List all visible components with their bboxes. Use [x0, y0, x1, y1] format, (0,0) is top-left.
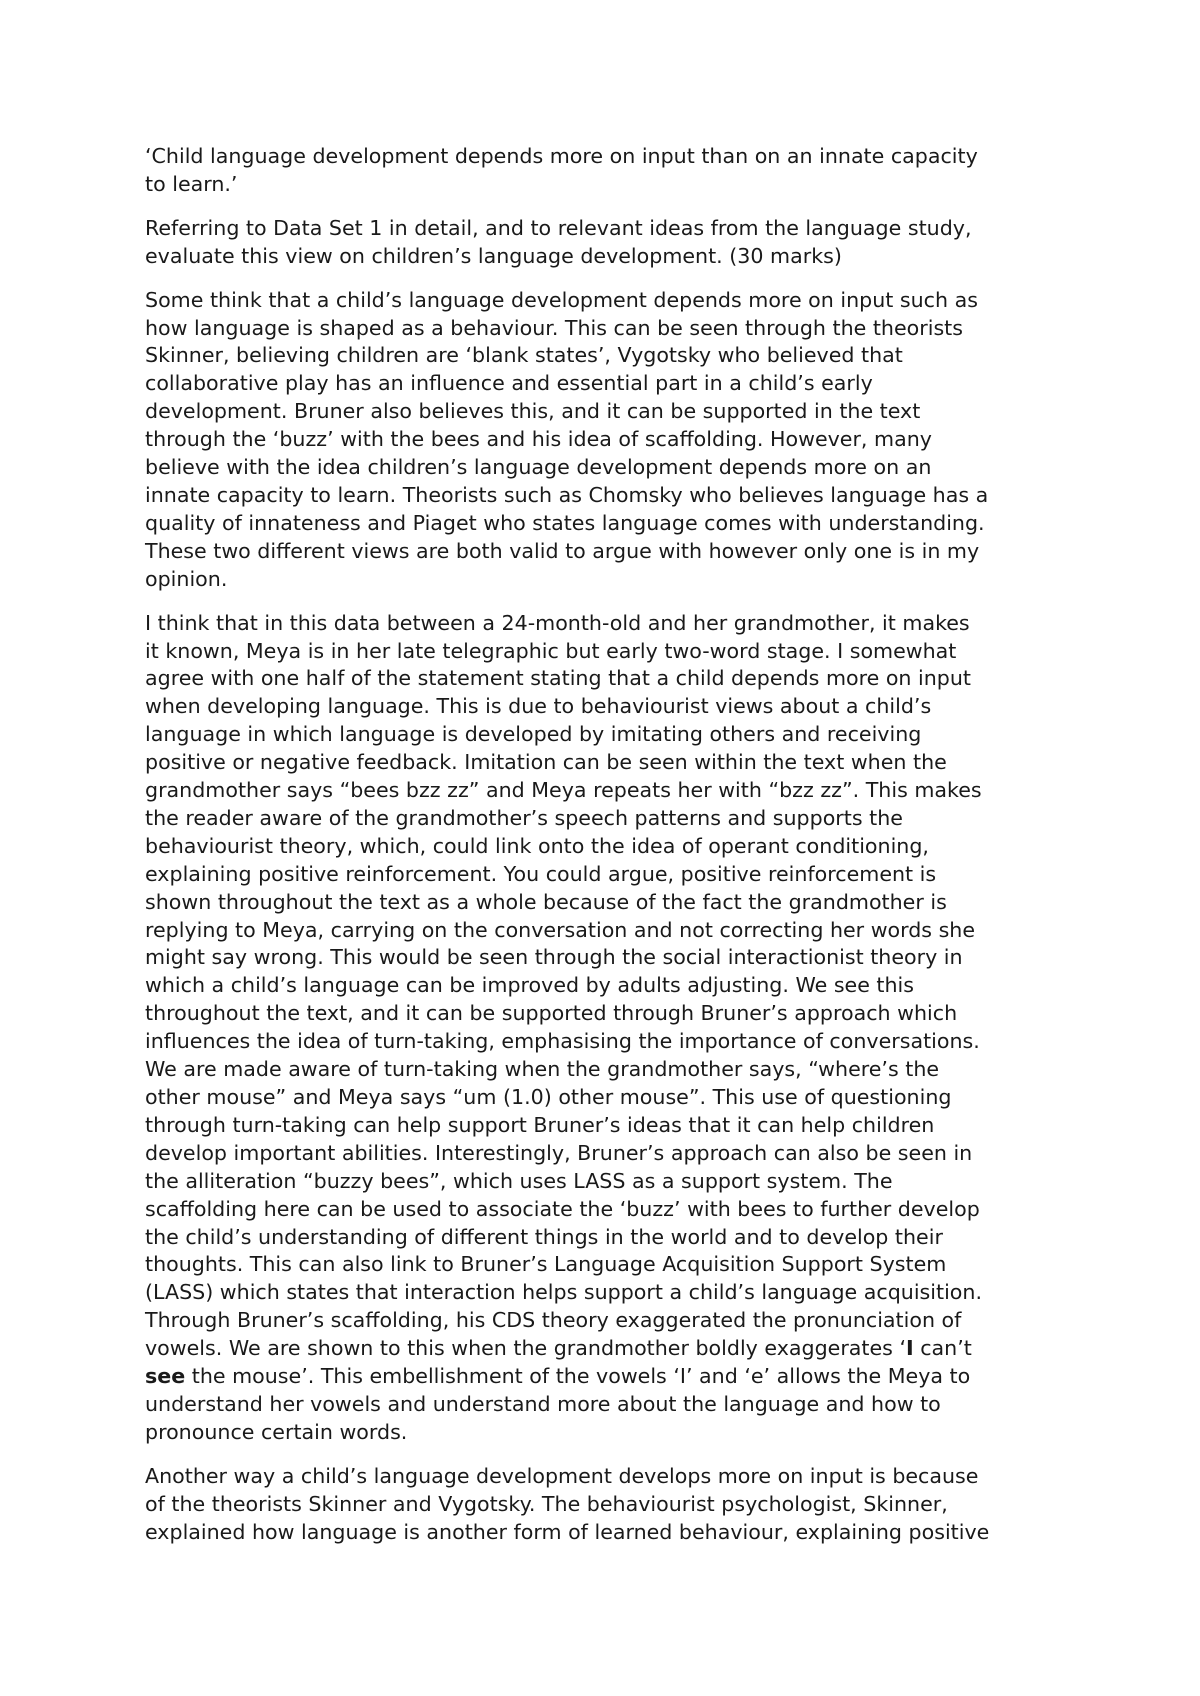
text-line: (LASS) which states that interaction helps support a child’s language acquisition.	[145, 1280, 983, 1305]
text-line: These two different views are both valid to argue with however only one is in my	[145, 538, 980, 563]
bold-emphasis: I	[906, 1336, 914, 1361]
text-line: when developing language. This is due to behaviourist views about a child’s	[145, 694, 932, 719]
text-line: other mouse” and Meya says “um (1.0) other mouse”. This use of questioning	[145, 1085, 952, 1109]
document-page	[145, 143, 1065, 1563]
text-line: quality of innateness and Piaget who states language comes with understanding.	[145, 510, 985, 535]
text-line: collaborative play has an influence and essential part in a child’s early	[145, 371, 873, 396]
text-line: through turn-taking can help support Bruner’s ideas that it can help children	[145, 1112, 935, 1137]
text-line: to learn.’	[145, 171, 238, 196]
text-line: Skinner, believing children are ‘blank states’, Vygotsky who believed that	[145, 343, 903, 368]
text-line: opinion.	[145, 566, 228, 591]
text-line: behaviourist theory, which, could link onto the idea of operant conditioning,	[145, 833, 929, 858]
text-line: the alliteration “buzzy bees”, which uses LASS as a support system. The	[145, 1168, 893, 1193]
bold-emphasis: see	[145, 1364, 186, 1389]
text-line: Referring to Data Set 1 in detail, and to relevant ideas from the language study,	[145, 215, 972, 240]
text-line: might say wrong. This would be seen through the social interactionist theory in	[145, 945, 963, 970]
text-line-with-bold	[145, 1363, 1065, 1391]
text-line: evaluate this view on children’s language development. (30 marks)	[145, 243, 842, 268]
text-line: of the theorists Skinner and Vygotsky. The behaviourist psychologist, Skinner,	[145, 1491, 948, 1516]
text-line: shown throughout the text as a whole because of the fact the grandmother is	[145, 889, 947, 914]
text-line: scaffolding here can be used to associate the ‘buzz’ with bees to further develop	[145, 1196, 980, 1221]
text-line: language in which language is developed by imitating others and receiving	[145, 722, 922, 747]
text-line: grandmother says “bees bzz zz” and Meya repeats her with “bzz zz”. This makes	[145, 778, 982, 803]
text-line: development. Bruner also believes this, and it can be supported in the text	[145, 399, 921, 424]
text-line: pronounce certain words.	[145, 1419, 408, 1444]
text-line: I think that in this data between a 24-month-old and her grandmother, it makes	[145, 610, 970, 635]
essay-title-quote	[145, 143, 1065, 199]
text-fragment: can’t	[913, 1336, 972, 1361]
text-line: We are made aware of turn-taking when the grandmother says, “where’s the	[145, 1057, 940, 1082]
text-line: the child’s understanding of different things in the world and to develop their	[145, 1224, 943, 1249]
text-line: which a child’s language can be improved by adults adjusting. We see this	[145, 973, 915, 998]
text-line: replying to Meya, carrying on the conversation and not correcting her words she	[145, 917, 976, 942]
text-line: positive or negative feedback. Imitation can be seen within the text when the	[145, 750, 947, 775]
text-line: it known, Meya is in her late telegraphic but early two-word stage. I somewhat	[145, 638, 957, 663]
text-line: explaining positive reinforcement. You could argue, positive reinforcement is	[145, 861, 937, 886]
text-line: throughout the text, and it can be supported through Bruner’s approach which	[145, 1001, 958, 1026]
text-line-start: vowels. We are shown to this when the grandmother boldly exaggerates ‘	[145, 1336, 906, 1361]
text-line: understand her vowels and understand more about the language and how to	[145, 1391, 941, 1416]
essay-question	[145, 215, 1065, 271]
text-line: thoughts. This can also link to Bruner’s Language Acquisition Support System	[145, 1252, 947, 1277]
text-line: explained how language is another form of learned behaviour, explaining positive	[145, 1519, 990, 1544]
text-line: the reader aware of the grandmother’s speech patterns and supports the	[145, 805, 903, 830]
text-line: influences the idea of turn-taking, emphasising the importance of conversations.	[145, 1029, 980, 1054]
text-line-with-bold	[145, 1335, 1065, 1363]
text-line: through the ‘buzz’ with the bees and his idea of scaffolding. However, many	[145, 427, 932, 452]
text-line: Another way a child’s language development develops more on input is because	[145, 1463, 979, 1488]
text-line: agree with one half of the statement stating that a child depends more on input	[145, 666, 972, 691]
text-line: Some think that a child’s language development depends more on input such as	[145, 287, 978, 312]
paragraph-introduction	[145, 287, 1065, 594]
text-line: innate capacity to learn. Theorists such as Chomsky who believes language has a	[145, 482, 989, 507]
text-line: believe with the idea children’s language development depends more on an	[145, 455, 932, 480]
text-line: how language is shaped as a behaviour. This can be seen through the theorists	[145, 315, 963, 340]
text-line: develop important abilities. Interestingly, Bruner’s approach can also be seen in	[145, 1140, 973, 1165]
paragraph-continuation	[145, 1463, 1065, 1547]
paragraph-analysis	[145, 610, 1065, 1447]
text-fragment: the mouse’. This embellishment of the vowels ‘I’ and ‘e’ allows the Meya to	[185, 1364, 971, 1389]
text-line: Through Bruner’s scaffolding, his CDS theory exaggerated the pronunciation of	[145, 1308, 962, 1333]
text-line: ‘Child language development depends more on input than on an innate capacity	[145, 144, 978, 168]
